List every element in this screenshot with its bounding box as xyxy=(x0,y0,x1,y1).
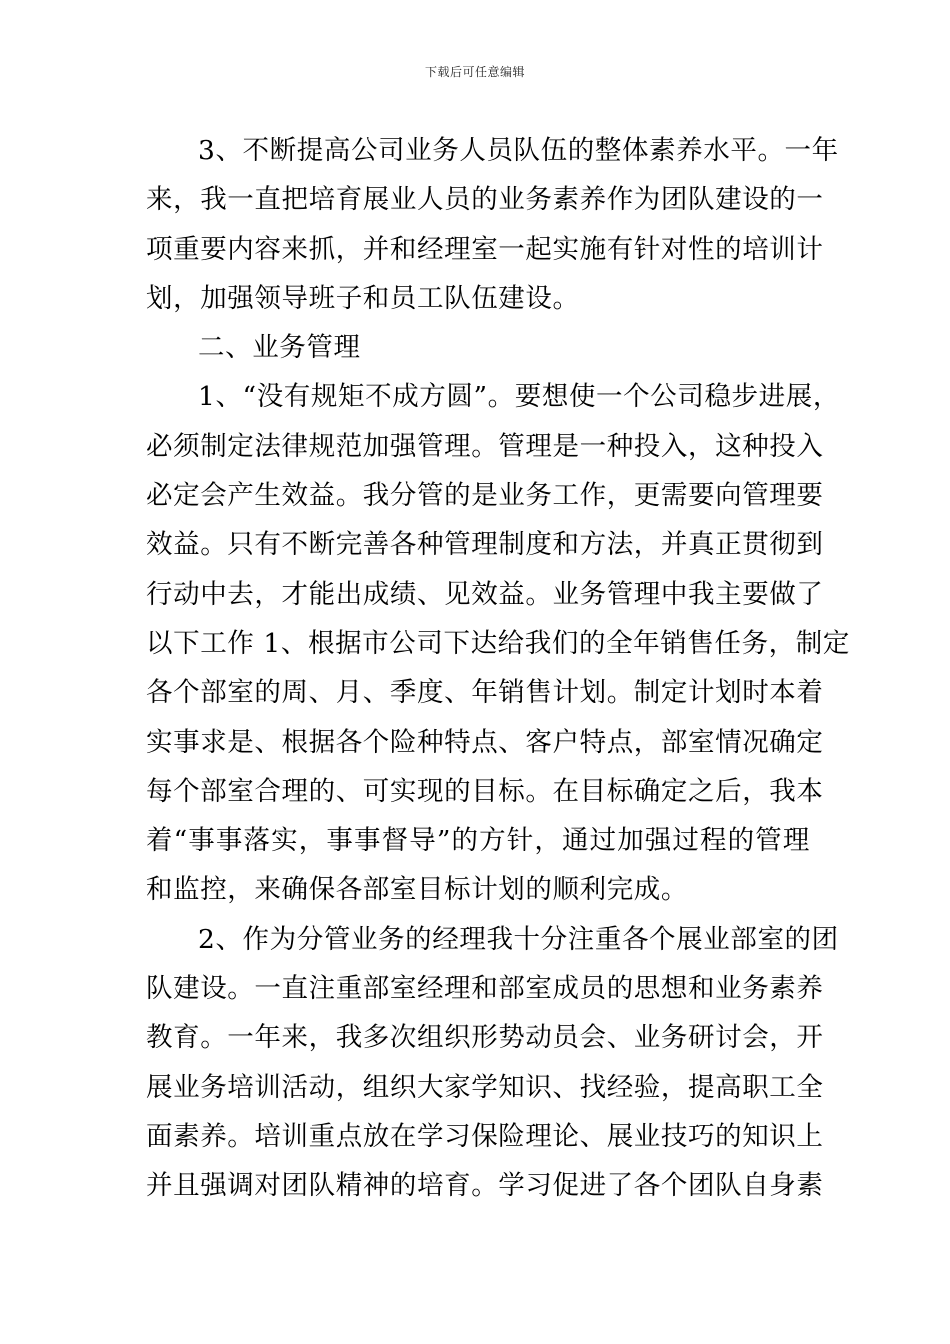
text-line: 1、“没有规矩不成方圆”。要想使一个公司稳步进展， xyxy=(198,381,840,413)
document-body xyxy=(146,126,850,1211)
text-line: 以下工作 1、根据市公司下达给我们的全年销售任务，制定 xyxy=(146,627,850,659)
text-line: 并且强调对团队精神的培育。学习促进了各个团队自身素 xyxy=(146,1170,824,1202)
text-line: 来，我一直把培育展业人员的业务素养作为团队建设的一 xyxy=(146,184,824,216)
text-line: 队建设。一直注重部室经理和部室成员的思想和业务素养 xyxy=(146,973,824,1005)
text-line: 必定会产生效益。我分管的是业务工作，更需要向管理要 xyxy=(146,480,824,512)
text-line: 2、作为分管业务的经理我十分注重各个展业部室的团 xyxy=(198,923,839,955)
text-line: 二、业务管理 xyxy=(198,332,361,364)
text-line: 教育。一年来，我多次组织形势动员会、业务研讨会，开 xyxy=(146,1022,824,1054)
text-line: 实事求是、根据各个险种特点、客户特点，部室情况确定 xyxy=(146,726,824,758)
text-line: 划，加强领导班子和员工队伍建设。 xyxy=(146,282,580,314)
text-line: 行动中去，才能出成绩、见效益。业务管理中我主要做了 xyxy=(146,578,824,610)
text-line: 效益。只有不断完善各种管理制度和方法，并真正贯彻到 xyxy=(146,529,824,561)
text-line: 和监控，来确保各部室目标计划的顺利完成。 xyxy=(146,874,688,906)
text-line: 3、不断提高公司业务人员队伍的整体素养水平。一年 xyxy=(198,135,839,166)
text-line: 着“事事落实，事事督导”的方针，通过加强过程的管理 xyxy=(146,825,810,857)
text-line: 项重要内容来抓，并和经理室一起实施有针对性的培训计 xyxy=(146,233,824,265)
page-header: 下载后可任意编辑 xyxy=(424,65,525,79)
text-line: 必须制定法律规范加强管理。管理是一种投入，这种投入 xyxy=(146,430,824,462)
text-line: 面素养。培训重点放在学习保险理论、展业技巧的知识上 xyxy=(146,1120,824,1152)
text-line: 每个部室合理的、可实现的目标。在目标确定之后，我本 xyxy=(146,775,824,807)
text-line: 各个部室的周、月、季度、年销售计划。制定计划时本着 xyxy=(146,677,824,709)
text-line: 展业务培训活动，组织大家学知识、找经验，提高职工全 xyxy=(146,1071,824,1103)
